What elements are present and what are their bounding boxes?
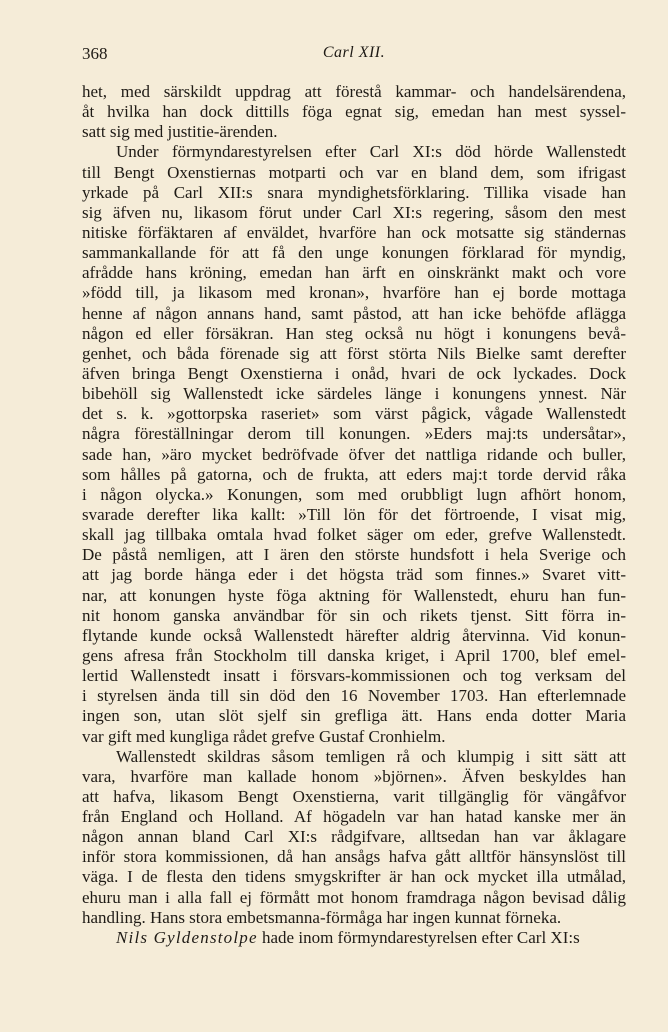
body-text [82,82,626,948]
text-line: åt hvilka han dock dittills föga egnat sig, emedan han mest syssel- [82,102,626,122]
text-line: äfven bringa Bengt Oxenstierna i onåd, hvari de ock lyckades. Dock [82,363,626,383]
text-fragment: hade inom förmyndarestyrelsen efter Carl XI:s [257,927,580,947]
text-line: het, med särskildt uppdrag att förestå kammar- och handelsärendena, [82,82,626,101]
text-line: nit honom ganska användbar för sin och rikets tjenst. Sitt förra in- [82,605,626,625]
person-name: Nils Gyldenstolpe [116,927,258,947]
text-line: någon annan bland Carl XI:s rådgifvare, alltsedan han var åklagare [82,827,626,847]
text-line: var gift med kungliga rådet grefve Gustaf Cronhielm. [82,726,446,746]
text-line: nar, att konungen hyste föga aktning för Wallenstedt, ehuru han fun- [82,585,626,605]
text-line: satt sig med justitie-ärenden. [82,122,278,142]
text-line: afrådde hans kröning, emedan han ärft en oinskränkt makt och vore [82,263,626,283]
text-line: några föreställningar derom till konungen. »Eders maj:ts undersåtar», [82,424,626,444]
text-line: bibehöll sig Wallenstedt icke särdeles länge i konungens ynnest. När [82,384,626,404]
text-line: vara, hvarföre man kallade honom »björnen». Äfven beskyldes han [82,766,626,786]
text-line: ingen son, utan slöt sjelf sin grefliga ätt. Hans enda dotter Maria [82,706,626,726]
text-line: nitiske förfäktaren af enväldet, hvarföre han ock motsatte sig ständernas [82,222,626,242]
text-line: som hålles på gatorna, och de frukta, att eders maj:t torde dervid råka [82,464,626,484]
text-line: Under förmyndarestyrelsen efter Carl XI:s död hörde Wallenstedt [116,142,626,162]
text-line: henne af någon annans hand, samt påstod, att han icke behöfde aflägga [82,303,626,323]
page-number: 368 [82,44,108,63]
text-line: gens afresa från Stockholm till danska kriget, i April 1700, blef emel- [82,645,626,665]
text-line: inför stora kommissionen, då han ansågs hafva gått alltför hänsynslöst till [82,847,626,867]
text-line: någon ed eller försäkran. Han steg också nu högt i konungens bevå- [82,323,626,343]
text-line: »född till, ja likasom med kronan», hvarföre han ej borde mottaga [82,283,626,303]
text-line: från England och Holland. Af högadeln var han hatad kanske mer än [82,807,626,827]
text-line: flytande kunde också Wallenstedt härefter aldrig återvinna. Vid konun- [82,625,626,645]
text-line: svarade derefter lika kallt: »Till lön för det förtroende, I visat mig, [82,504,626,524]
text-line: Wallenstedt skildras såsom temligen rå och klumpig i sitt sätt att [116,746,626,766]
text-line: sade han, »äro mycket bedröfvade öfver det nattliga ridande och buller, [82,444,626,464]
text-line: handling. Hans stora embetsmanna-förmåga har ingen kunnat förneka. [82,907,562,927]
running-title: Carl XII. [322,44,386,61]
text-line-last [82,928,626,948]
text-line: i styrelsen ända till sin död den 16 November 1703. Han efterlemnade [82,686,626,706]
text-line: väga. I de flesta den tidens smygskrifter är han ock mycket illa utmålad, [82,867,626,887]
page-header [82,44,626,70]
text-line: genhet, och båda förenade sig att först störta Nils Bielke samt derefter [82,343,626,363]
text-line: sig äfven nu, likasom förut under Carl XI:s regering, såsom den mest [82,202,626,222]
text-line: det s. k. »gottorpska raseriet» som värst pågick, vågade Wallenstedt [82,404,626,424]
text-line: sammankallande för att få den unge konungen förklarad för myndig, [82,243,626,263]
text-line: yrkade på Carl XII:s snara myndighetsförklaring. Tillika visade han [82,182,626,202]
text-line: att hafva, likasom Bengt Oxenstierna, varit tillgänglig för vängåfvor [82,786,626,806]
text-line: ehuru man i alla fall ej förmått mot honom framdraga någon bevisad dålig [82,887,626,907]
text-line: i någon olycka.» Konungen, som med orubbligt lugn afhört honom, [82,484,626,504]
text-line: lertid Wallenstedt insatt i försvars-kommissionen och tog verksam del [82,666,626,686]
text-line: De påstå nemligen, att I ären den störste hundsfott i hela Sverige och [82,545,626,565]
text-line: att jag borde hänga eder i det högsta träd som finnes.» Svaret vitt- [82,565,626,585]
text-line: till Bengt Oxenstiernas motparti och var en bland dem, som ifrigast [82,162,626,182]
text-line: skall jag tillbaka omtala hvad folket säger om eder, grefve Wallenstedt. [82,525,626,545]
